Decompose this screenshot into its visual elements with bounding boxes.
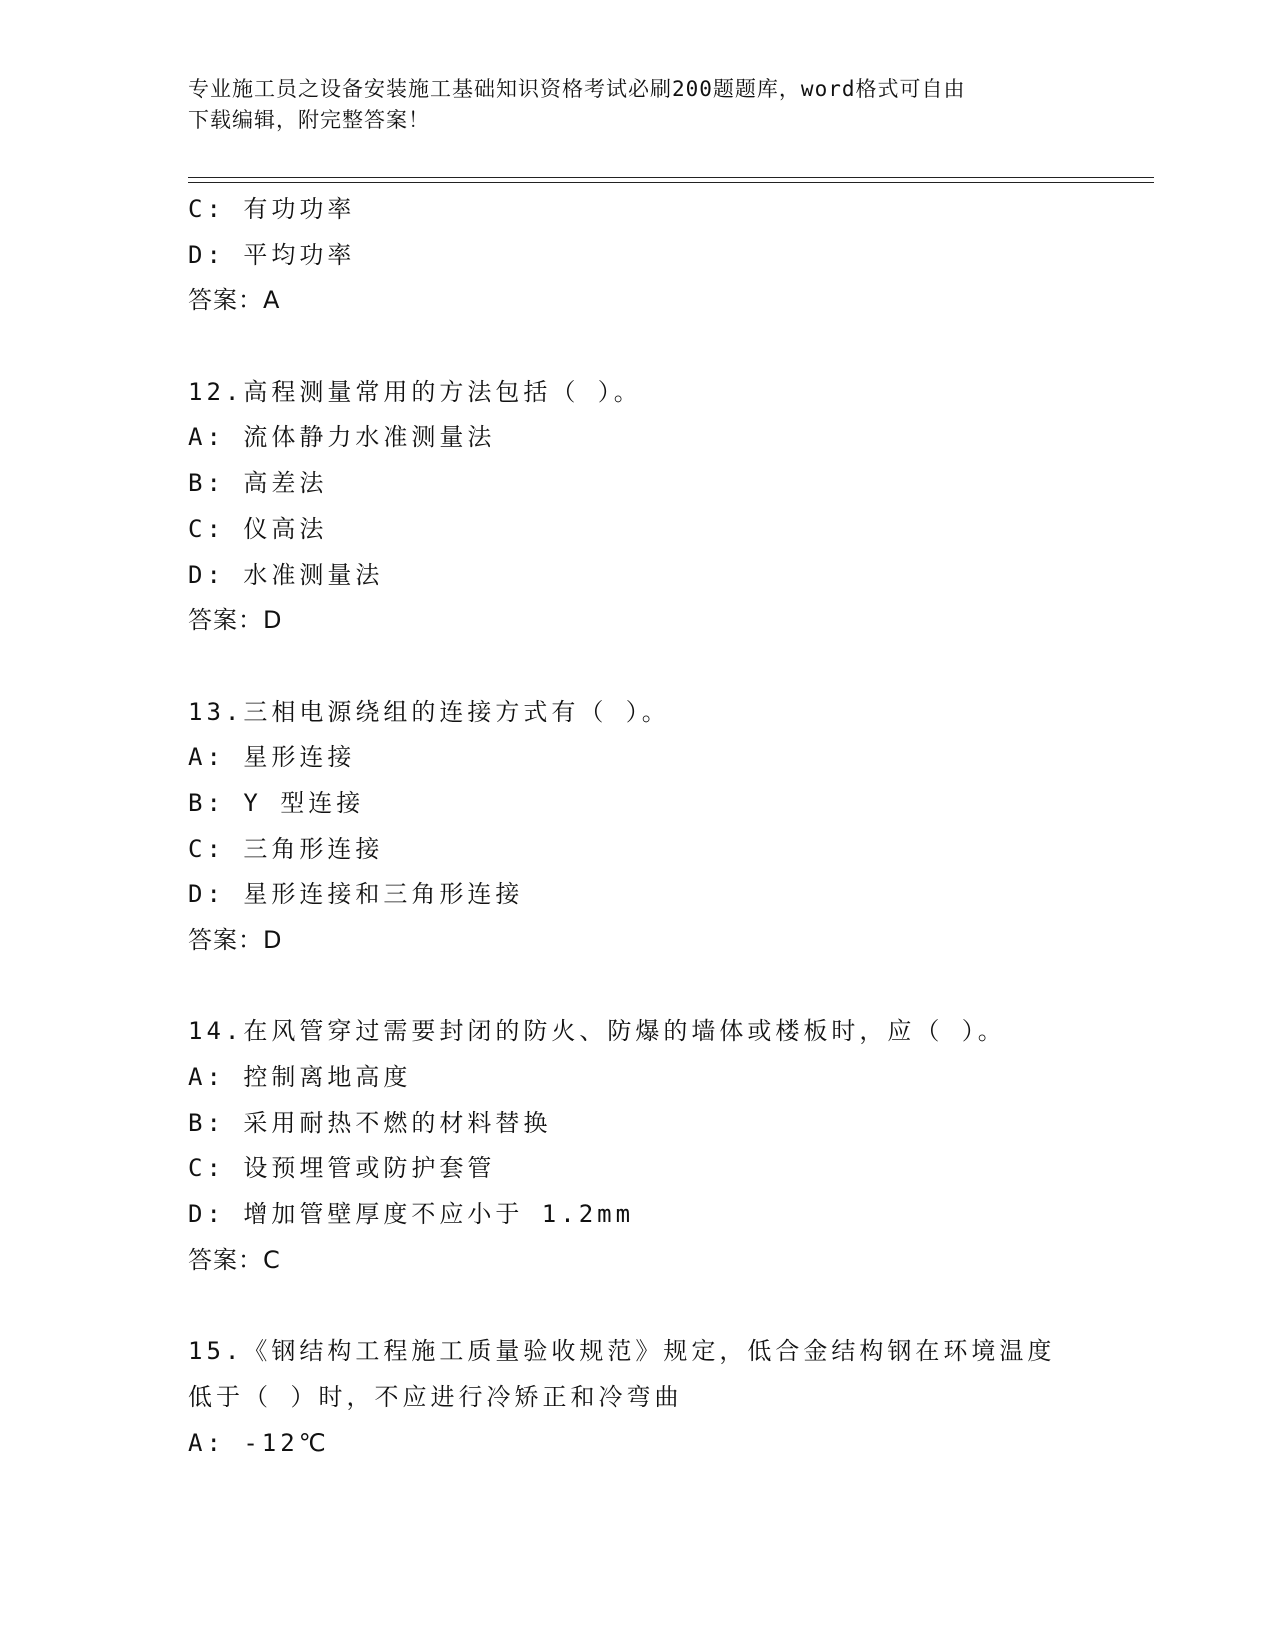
option-d: D: 平均功率	[188, 240, 356, 269]
answer-line: 答案：A	[188, 286, 281, 315]
question-stem-14: 14.在风管穿过需要封闭的防火、防爆的墙体或楼板时，应（ ）。	[188, 1017, 1006, 1046]
header-rule-bottom	[188, 182, 1154, 183]
option-c: C: 有功功率	[188, 195, 356, 223]
question-stem-13: 13.三相电源绕组的连接方式有（ ）。	[188, 697, 670, 726]
answer-line: 答案：D	[188, 926, 283, 954]
header-title-line-2: 下载编辑，附完整答案！	[188, 108, 430, 132]
answer-line: 答案：D	[188, 606, 283, 635]
option-d: D: 星形连接和三角形连接	[188, 880, 524, 909]
option-b: B: Y 型连接	[188, 788, 365, 817]
option-a: A: 流体静力水准测量法	[188, 423, 496, 452]
option-c: C: 三角形连接	[188, 834, 384, 863]
spacer	[188, 1284, 1148, 1330]
question-stem-15-line-2: 低于（ ）时，不应进行冷矫正和冷弯曲	[188, 1382, 683, 1411]
document-header	[188, 74, 1068, 136]
option-b: B: 高差法	[188, 469, 328, 498]
option-d: D: 水准测量法	[188, 560, 384, 589]
spacer	[188, 324, 1148, 370]
option-a: A: 控制离地高度	[188, 1063, 412, 1092]
question-stem-15-line-1: 15.《钢结构工程施工质量验收规范》规定，低合金结构钢在环境温度	[188, 1337, 1056, 1366]
answer-line: 答案：C	[188, 1245, 281, 1274]
spacer	[188, 964, 1148, 1010]
question-stem-12: 12.高程测量常用的方法包括（ ）。	[188, 377, 642, 406]
option-c: C: 设预埋管或防护套管	[188, 1154, 496, 1183]
option-a: A: 星形连接	[188, 743, 356, 772]
spacer	[188, 644, 1148, 690]
header-rule-top	[188, 177, 1154, 178]
header-title-line-1: 专业施工员之设备安装施工基础知识资格考试必刷200题题库，word格式可自由	[188, 77, 966, 101]
option-c: C: 仪高法	[188, 514, 328, 543]
question-content	[188, 187, 1148, 1466]
option-d: D: 增加管壁厚度不应小于 1.2mm	[188, 1200, 635, 1229]
option-a: A: -12℃	[188, 1428, 330, 1457]
option-b: B: 采用耐热不燃的材料替换	[188, 1108, 552, 1137]
